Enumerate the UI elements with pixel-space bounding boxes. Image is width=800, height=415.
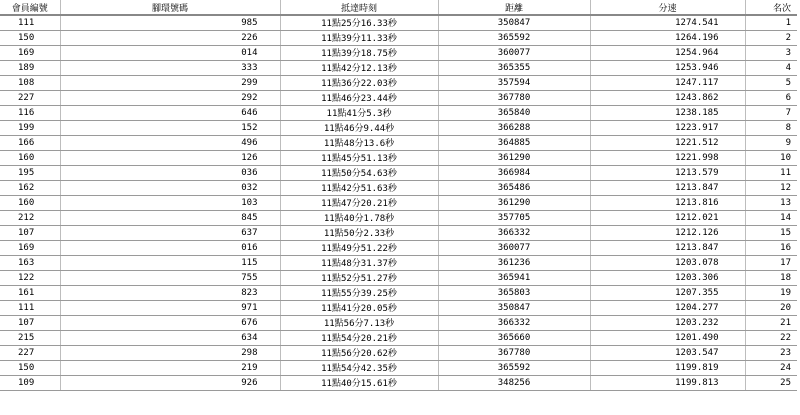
distance-cell: 350847 [438, 300, 590, 315]
ring-number-cell: 152 [60, 120, 280, 135]
arrival-time-cell: 11點48分31.37秒 [280, 255, 438, 270]
member-number-cell: 107 [0, 225, 60, 240]
table-row[interactable] [0, 345, 797, 360]
member-number-cell: 169 [0, 45, 60, 60]
distance-cell: 365803 [438, 285, 590, 300]
rank-cell: 11 [745, 165, 797, 180]
member-number-cell: 111 [0, 300, 60, 315]
table-row[interactable] [0, 360, 797, 375]
rank-cell: 19 [745, 285, 797, 300]
distance-cell: 365840 [438, 105, 590, 120]
member-number-cell: 160 [0, 150, 60, 165]
header-ring-number[interactable]: 腳環號碼 [60, 0, 280, 15]
ring-number-cell: 226 [60, 30, 280, 45]
rank-cell: 18 [745, 270, 797, 285]
header-distance[interactable]: 距離 [438, 0, 590, 15]
distance-cell: 366984 [438, 165, 590, 180]
ring-number-cell: 637 [60, 225, 280, 240]
ring-number-cell: 016 [60, 240, 280, 255]
rank-cell: 12 [745, 180, 797, 195]
distance-cell: 364885 [438, 135, 590, 150]
arrival-time-cell: 11點42分12.13秒 [280, 60, 438, 75]
rank-cell: 7 [745, 105, 797, 120]
header-speed[interactable]: 分速 [590, 0, 745, 15]
speed-cell: 1221.512 [590, 135, 745, 150]
arrival-time-cell: 11點56分7.13秒 [280, 315, 438, 330]
rank-cell: 13 [745, 195, 797, 210]
arrival-time-cell: 11點39分11.33秒 [280, 30, 438, 45]
arrival-time-cell: 11點41分5.3秒 [280, 105, 438, 120]
member-number-cell: 195 [0, 165, 60, 180]
member-number-cell: 150 [0, 30, 60, 45]
member-number-cell: 161 [0, 285, 60, 300]
distance-cell: 350847 [438, 15, 590, 30]
ring-number-cell: 755 [60, 270, 280, 285]
table-row[interactable] [0, 300, 797, 315]
speed-cell: 1207.355 [590, 285, 745, 300]
table-row[interactable] [0, 120, 797, 135]
speed-cell: 1203.547 [590, 345, 745, 360]
rank-cell: 14 [745, 210, 797, 225]
speed-cell: 1243.862 [590, 90, 745, 105]
distance-cell: 367780 [438, 345, 590, 360]
table-row[interactable] [0, 30, 797, 45]
table-row[interactable] [0, 75, 797, 90]
arrival-time-cell: 11點56分20.62秒 [280, 345, 438, 360]
ring-number-cell: 126 [60, 150, 280, 165]
ring-number-cell: 823 [60, 285, 280, 300]
speed-cell: 1204.277 [590, 300, 745, 315]
table-row[interactable] [0, 240, 797, 255]
distance-cell: 361236 [438, 255, 590, 270]
member-number-cell: 116 [0, 105, 60, 120]
ring-number-cell: 634 [60, 330, 280, 345]
rank-cell: 21 [745, 315, 797, 330]
speed-cell: 1264.196 [590, 30, 745, 45]
header-rank[interactable]: 名次 [745, 0, 797, 15]
speed-cell: 1221.998 [590, 150, 745, 165]
member-number-cell: 166 [0, 135, 60, 150]
rank-cell: 9 [745, 135, 797, 150]
arrival-time-cell: 11點39分18.75秒 [280, 45, 438, 60]
rank-cell: 8 [745, 120, 797, 135]
ring-number-cell: 985 [60, 15, 280, 30]
rank-cell: 3 [745, 45, 797, 60]
speed-cell: 1247.117 [590, 75, 745, 90]
arrival-time-cell: 11點48分13.6秒 [280, 135, 438, 150]
distance-cell: 361290 [438, 150, 590, 165]
member-number-cell: 212 [0, 210, 60, 225]
rank-cell: 1 [745, 15, 797, 30]
member-number-cell: 108 [0, 75, 60, 90]
member-number-cell: 162 [0, 180, 60, 195]
ring-number-cell: 496 [60, 135, 280, 150]
distance-cell: 365486 [438, 180, 590, 195]
distance-cell: 365592 [438, 360, 590, 375]
table-row[interactable] [0, 270, 797, 285]
table-row[interactable] [0, 45, 797, 60]
speed-cell: 1199.813 [590, 375, 745, 390]
speed-cell: 1201.490 [590, 330, 745, 345]
ring-number-cell: 333 [60, 60, 280, 75]
ring-number-cell: 845 [60, 210, 280, 225]
table-row[interactable] [0, 135, 797, 150]
arrival-time-cell: 11點55分39.25秒 [280, 285, 438, 300]
distance-cell: 365355 [438, 60, 590, 75]
member-number-cell: 122 [0, 270, 60, 285]
table-row[interactable] [0, 150, 797, 165]
speed-cell: 1213.847 [590, 180, 745, 195]
ring-number-cell: 646 [60, 105, 280, 120]
speed-cell: 1213.847 [590, 240, 745, 255]
member-number-cell: 227 [0, 90, 60, 105]
rank-cell: 6 [745, 90, 797, 105]
member-number-cell: 107 [0, 315, 60, 330]
speed-cell: 1213.579 [590, 165, 745, 180]
distance-cell: 357594 [438, 75, 590, 90]
table-row[interactable] [0, 210, 797, 225]
ring-number-cell: 103 [60, 195, 280, 210]
arrival-time-cell: 11點47分20.21秒 [280, 195, 438, 210]
arrival-time-cell: 11點40分15.61秒 [280, 375, 438, 390]
distance-cell: 357705 [438, 210, 590, 225]
distance-cell: 365660 [438, 330, 590, 345]
rank-cell: 5 [745, 75, 797, 90]
member-number-cell: 199 [0, 120, 60, 135]
member-number-cell: 215 [0, 330, 60, 345]
arrival-time-cell: 11點36分22.03秒 [280, 75, 438, 90]
distance-cell: 361290 [438, 195, 590, 210]
table-row[interactable] [0, 255, 797, 270]
speed-cell: 1253.946 [590, 60, 745, 75]
speed-cell: 1203.306 [590, 270, 745, 285]
rank-cell: 23 [745, 345, 797, 360]
distance-cell: 365941 [438, 270, 590, 285]
rank-cell: 15 [745, 225, 797, 240]
table-row[interactable] [0, 180, 797, 195]
ring-number-cell: 926 [60, 375, 280, 390]
speed-cell: 1212.021 [590, 210, 745, 225]
distance-cell: 360077 [438, 240, 590, 255]
speed-cell: 1274.541 [590, 15, 745, 30]
rank-cell: 17 [745, 255, 797, 270]
table-row[interactable] [0, 330, 797, 345]
table-row[interactable] [0, 315, 797, 330]
ring-number-cell: 292 [60, 90, 280, 105]
arrival-time-cell: 11點40分1.78秒 [280, 210, 438, 225]
header-arrival-time[interactable]: 抵達時刻 [280, 0, 438, 15]
rank-cell: 16 [745, 240, 797, 255]
arrival-time-cell: 11點25分16.33秒 [280, 15, 438, 30]
ring-number-cell: 219 [60, 360, 280, 375]
arrival-time-cell: 11點41分20.05秒 [280, 300, 438, 315]
arrival-time-cell: 11點54分42.35秒 [280, 360, 438, 375]
header-member-number[interactable]: 會員編號 [0, 0, 60, 15]
distance-cell: 365592 [438, 30, 590, 45]
table-row[interactable] [0, 375, 797, 390]
arrival-time-cell: 11點52分51.27秒 [280, 270, 438, 285]
arrival-time-cell: 11點54分20.21秒 [280, 330, 438, 345]
ring-number-cell: 115 [60, 255, 280, 270]
arrival-time-cell: 11點50分54.63秒 [280, 165, 438, 180]
distance-cell: 367780 [438, 90, 590, 105]
rank-cell: 4 [745, 60, 797, 75]
table-row[interactable] [0, 195, 797, 210]
ring-number-cell: 014 [60, 45, 280, 60]
distance-cell: 366332 [438, 315, 590, 330]
table-row[interactable] [0, 60, 797, 75]
arrival-time-cell: 11點42分51.63秒 [280, 180, 438, 195]
speed-cell: 1212.126 [590, 225, 745, 240]
member-number-cell: 111 [0, 15, 60, 30]
member-number-cell: 160 [0, 195, 60, 210]
arrival-time-cell: 11點45分51.13秒 [280, 150, 438, 165]
rank-cell: 24 [745, 360, 797, 375]
rank-cell: 20 [745, 300, 797, 315]
arrival-time-cell: 11點46分23.44秒 [280, 90, 438, 105]
ring-number-cell: 676 [60, 315, 280, 330]
speed-cell: 1213.816 [590, 195, 745, 210]
ring-number-cell: 032 [60, 180, 280, 195]
distance-cell: 366288 [438, 120, 590, 135]
distance-cell: 360077 [438, 45, 590, 60]
table-row[interactable] [0, 285, 797, 300]
ring-number-cell: 036 [60, 165, 280, 180]
speed-cell: 1203.078 [590, 255, 745, 270]
speed-cell: 1203.232 [590, 315, 745, 330]
speed-cell: 1238.185 [590, 105, 745, 120]
rank-cell: 10 [745, 150, 797, 165]
member-number-cell: 189 [0, 60, 60, 75]
arrival-time-cell: 11點49分51.22秒 [280, 240, 438, 255]
speed-cell: 1199.819 [590, 360, 745, 375]
member-number-cell: 227 [0, 345, 60, 360]
header-row [0, 0, 797, 15]
table-row[interactable] [0, 225, 797, 240]
table-row[interactable] [0, 165, 797, 180]
distance-cell: 366332 [438, 225, 590, 240]
speed-cell: 1223.917 [590, 120, 745, 135]
speed-cell: 1254.964 [590, 45, 745, 60]
ring-number-cell: 299 [60, 75, 280, 90]
rank-cell: 25 [745, 375, 797, 390]
member-number-cell: 163 [0, 255, 60, 270]
arrival-time-cell: 11點50分2.33秒 [280, 225, 438, 240]
member-number-cell: 150 [0, 360, 60, 375]
arrival-time-cell: 11點46分9.44秒 [280, 120, 438, 135]
ring-number-cell: 298 [60, 345, 280, 360]
rank-cell: 22 [745, 330, 797, 345]
table-row[interactable] [0, 90, 797, 105]
rank-cell: 2 [745, 30, 797, 45]
table-row[interactable] [0, 105, 797, 120]
ring-number-cell: 971 [60, 300, 280, 315]
member-number-cell: 169 [0, 240, 60, 255]
table-row[interactable] [0, 15, 797, 30]
member-number-cell: 109 [0, 375, 60, 390]
distance-cell: 348256 [438, 375, 590, 390]
